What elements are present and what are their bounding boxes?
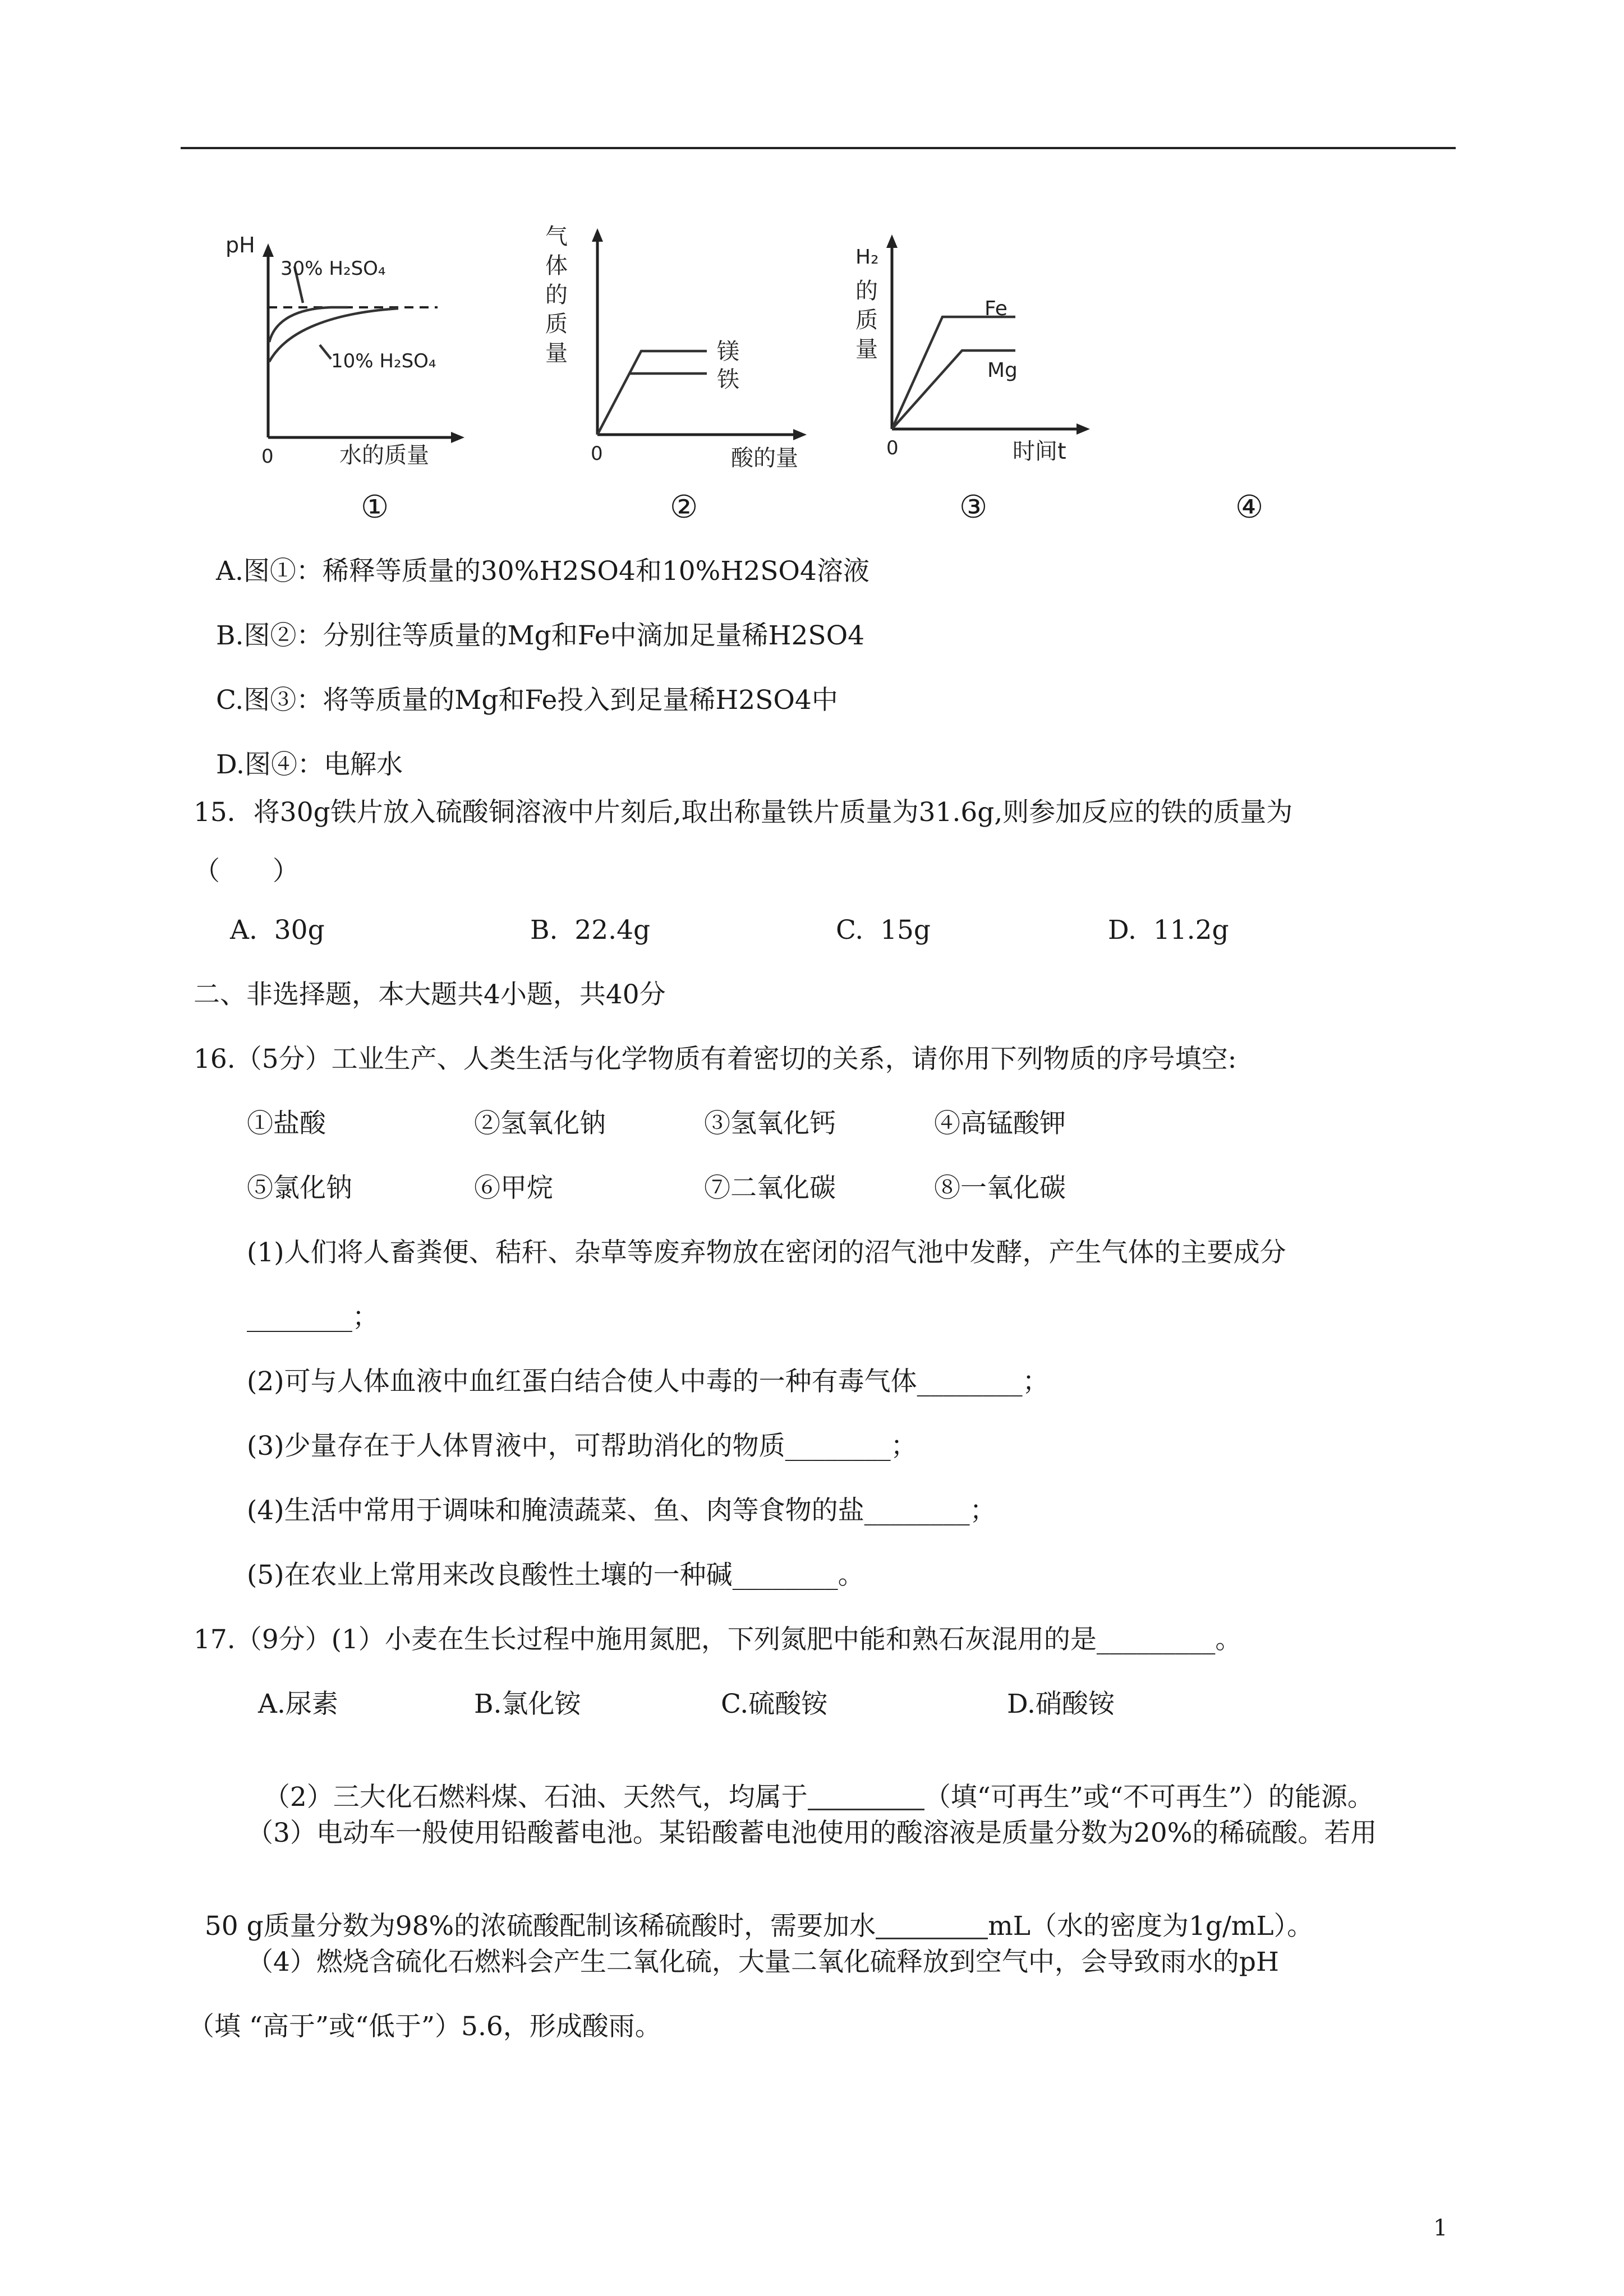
q14-option-c: C.图③：将等质量的Mg和Fe投入到足量稀H2SO4中	[216, 685, 838, 716]
q17-part-3-line-2	[188, 1884, 1314, 1942]
figure-1-number: ①	[361, 489, 389, 525]
figure-2	[539, 222, 830, 485]
x-axis-label: 水的质量	[339, 442, 429, 468]
q15-option-d: D. 11.2g	[1108, 915, 1229, 946]
svg-text:质: 质	[855, 307, 878, 333]
q14-option-b: B.图②：分别往等质量的Mg和Fe中滴加足量稀H2SO4	[216, 620, 865, 651]
q15-option-b: B. 22.4g	[530, 915, 651, 946]
figure-3-graph	[844, 230, 1114, 485]
q16-part-1: (1)人们将人畜粪便、秸秆、杂草等废弃物放在密闭的沼气池中发酵，产生气体的主要成分	[247, 1237, 1286, 1268]
q15-stem: 15．将30g铁片放入硫酸铜溶液中片刻后,取出称量铁片质量为31.6g,则参加反应的铁的质量为	[194, 797, 1293, 828]
x-axis-label: 时间t	[1013, 439, 1066, 464]
series-label-10: 10% H₂SO₄	[331, 350, 436, 372]
q16-part-1-blank: ________；	[247, 1302, 379, 1333]
q17-part-3-text-c: mL（水的密度为1g/mL）。	[988, 1911, 1314, 1942]
series-label-fe: 铁	[717, 367, 739, 393]
figure-2-number: ②	[670, 489, 698, 525]
series-label-fe: Fe	[984, 297, 1007, 320]
svg-text:量: 量	[855, 336, 878, 362]
x-axis-arrow	[793, 429, 807, 440]
q16-part-4: (4)生活中常用于调味和腌渍蔬菜、鱼、肉等食物的盐________；	[247, 1495, 996, 1526]
series-label-mg: Mg	[987, 359, 1018, 382]
svg-text:的: 的	[855, 278, 878, 304]
series-label-30: 30% H₂SO₄	[280, 257, 386, 280]
q16-substance-5: ⑤氯化钠	[247, 1173, 352, 1204]
q16-substance-6: ⑥甲烷	[474, 1173, 553, 1204]
figure-4-number: ④	[1235, 489, 1264, 525]
y-axis-arrow	[592, 228, 603, 242]
q16-substance-8: ⑧一氧化碳	[934, 1173, 1066, 1204]
q16-stem: 16.（5分）工业生产、人类生活与化学物质有着密切的关系，请你用下列物质的序号填空:	[194, 1044, 1237, 1075]
y-axis-arrow	[886, 234, 898, 248]
q16-part-5: (5)在农业上常用来改良酸性土壤的一种碱________。	[247, 1560, 864, 1590]
figure-3-number: ③	[959, 489, 988, 525]
origin-label: 0	[261, 445, 274, 468]
series-label-mg: 镁	[717, 339, 739, 365]
q17-option-b: B.氯化铵	[474, 1689, 581, 1719]
q17-part-2-blank	[808, 1782, 924, 1810]
curve-mg	[597, 351, 707, 435]
q16-substance-4: ④高锰酸钾	[934, 1108, 1066, 1139]
figure-1-graph	[213, 224, 471, 482]
curve-30-percent	[269, 307, 348, 342]
x-axis-label: 酸的量	[731, 445, 798, 471]
q17-option-a: A.尿素	[258, 1689, 338, 1719]
y-axis-label: pH	[226, 233, 255, 257]
origin-label: 0	[591, 442, 603, 465]
q17-part-4-line-1: （4）燃烧含硫化石燃料会产生二氧化硫，大量二氧化硫释放到空气中，会导致雨水的pH	[247, 1947, 1279, 1977]
x-axis-arrow	[1076, 423, 1090, 435]
figure-3	[844, 230, 1114, 485]
q15-option-a: A. 30g	[230, 915, 325, 946]
svg-text:H₂: H₂	[855, 246, 879, 269]
q14-option-a: A.图①：稀释等质量的30%H2SO4和10%H2SO4溶液	[216, 556, 869, 587]
svg-text:量: 量	[545, 340, 568, 366]
q14-option-d: D.图④：电解水	[216, 749, 403, 780]
q17-part-2-text-b: （填“可再生”或“不可再生”）的能源。	[924, 1782, 1374, 1813]
q15-answer-paren: （ ）	[194, 856, 299, 887]
svg-text:气: 气	[545, 224, 568, 250]
page-number: 1	[1433, 2215, 1448, 2241]
svg-text:体: 体	[545, 253, 568, 279]
x-axis-arrow	[451, 432, 464, 443]
q17-part-4-line-2: （填 “高于”或“低于”）5.6，形成酸雨。	[188, 2011, 661, 2042]
q16-part-3: (3)少量存在于人体胃液中，可帮助消化的物质________；	[247, 1431, 917, 1461]
y-axis-label	[855, 246, 879, 362]
q17-option-d: D.硝酸铵	[1007, 1689, 1115, 1719]
leader-10	[320, 345, 331, 359]
y-axis-arrow	[263, 243, 274, 257]
header-rule	[181, 147, 1456, 149]
q17-part-3-blank	[876, 1911, 988, 1939]
svg-text:质: 质	[545, 311, 568, 337]
figure-2-graph	[539, 222, 830, 485]
q17-part-2	[247, 1755, 1374, 1813]
q17-part-2-text-a: （2）三大化石燃料煤、石油、天然气，均属于	[263, 1782, 808, 1813]
origin-label: 0	[886, 437, 899, 459]
q17-part-3-text-b: 50 g质量分数为98%的浓硫酸配制该稀硫酸时，需要加水	[204, 1911, 876, 1942]
q17-part-3-line-1: （3）电动车一般使用铅酸蓄电池。某铅酸蓄电池使用的酸溶液是质量分数为20%的稀硫酸。若用	[247, 1818, 1377, 1848]
section-2-heading: 二、非选择题，本大题共4小题，共40分	[194, 979, 666, 1010]
svg-text:的: 的	[545, 282, 568, 308]
y-axis-label	[545, 224, 568, 366]
q16-substance-3: ③氢氧化钙	[704, 1108, 836, 1139]
q15-option-c: C. 15g	[836, 915, 931, 946]
q16-part-2: (2)可与人体血液中血红蛋白结合使人中毒的一种有毒气体________；	[247, 1366, 1049, 1397]
q17-option-c: C.硫酸铵	[721, 1689, 828, 1719]
figure-1	[213, 224, 471, 482]
q16-substance-2: ②氢氧化钠	[474, 1108, 606, 1139]
q16-substance-1: ①盐酸	[247, 1108, 326, 1139]
q16-substance-7: ⑦二氧化碳	[704, 1173, 836, 1204]
q17-stem: 17.（9分）(1）小麦在生长过程中施用氮肥，下列氮肥中能和熟石灰混用的是_________。	[194, 1624, 1242, 1655]
